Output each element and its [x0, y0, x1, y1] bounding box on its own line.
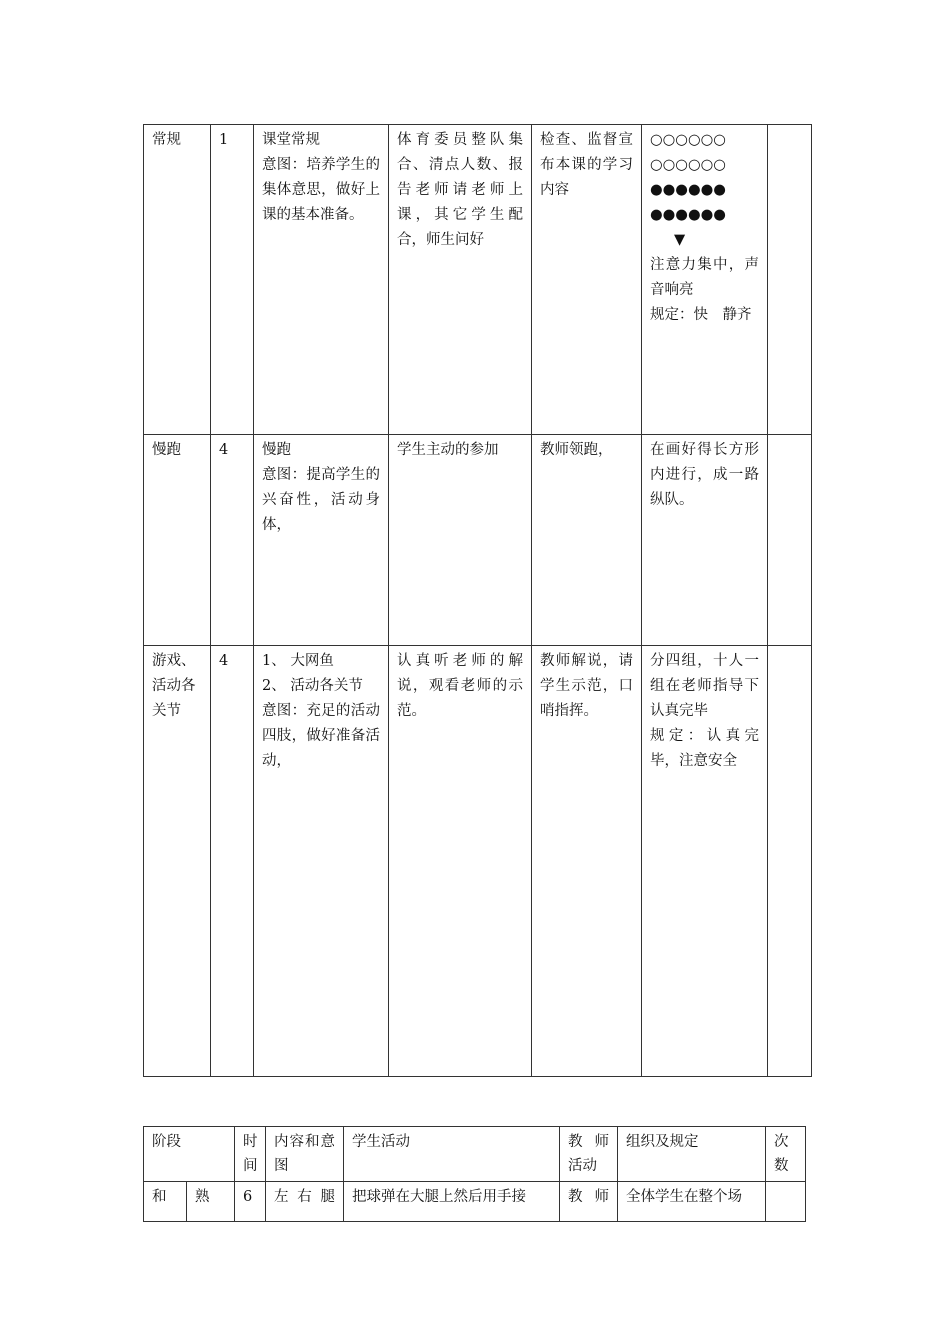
- teacher-activity-cell: 教师领跑，: [532, 435, 642, 646]
- formation-row-students: ●●●●●●: [650, 207, 726, 223]
- header-content: 内容和意图: [266, 1127, 344, 1182]
- content-title: 慢跑: [262, 442, 291, 458]
- stage-cell: 和: [144, 1182, 187, 1222]
- table-row: [144, 435, 812, 646]
- organization-cell: [642, 646, 768, 1077]
- count-cell: [768, 646, 812, 1077]
- formation-row-students: ○○○○○○: [650, 132, 726, 148]
- stage-cell: 常规: [144, 125, 211, 435]
- content-cell: [254, 125, 389, 435]
- organization-cell: 全体学生在整个场: [618, 1182, 766, 1222]
- organization-cell: [642, 125, 768, 435]
- teacher-activity-cell: 教师: [560, 1182, 618, 1222]
- time-cell: 1: [211, 125, 254, 435]
- teacher-position-icon: ▼: [674, 232, 686, 248]
- content-intent: 意图：充足的活动四肢，做好准备活动，: [262, 703, 380, 769]
- time-cell: 4: [211, 435, 254, 646]
- content-item: 2、 活动各关节: [262, 678, 363, 694]
- count-cell: [768, 125, 812, 435]
- count-cell: [768, 435, 812, 646]
- teacher-activity-cell: 教师解说，请学生示范，口哨指挥。: [532, 646, 642, 1077]
- stage-cell: 游戏、活动各关节: [144, 646, 211, 1077]
- organization-cell: 在画好得长方形内进行，成一路纵队。: [642, 435, 768, 646]
- content-cell: 左右腿: [266, 1182, 344, 1222]
- formation-row-students: ○○○○○○: [650, 157, 726, 173]
- header-count: 次数: [766, 1127, 806, 1182]
- content-title: 课堂常规: [262, 132, 320, 148]
- header-stage: 阶段: [144, 1127, 235, 1182]
- table-row: [144, 125, 812, 435]
- student-activity-cell: 学生主动的参加: [389, 435, 532, 646]
- lesson-plan-table-continued: [143, 1126, 806, 1222]
- content-cell: [254, 646, 389, 1077]
- stage-cell: 熟: [187, 1182, 235, 1222]
- organization-note: 分四组，十人一组在老师指导下认真完毕: [650, 653, 759, 719]
- header-student-activity: 学生活动: [344, 1127, 560, 1182]
- content-cell: [254, 435, 389, 646]
- count-cell: [766, 1182, 806, 1222]
- header-time: 时间: [235, 1127, 266, 1182]
- student-activity-cell: 体育委员整队集合、清点人数、报告老师请老师上课，其它学生配合，师生问好: [389, 125, 532, 435]
- formation-row-students: ●●●●●●: [650, 182, 726, 198]
- content-intent: 意图：培养学生的集体意思，做好上课的基本准备。: [262, 157, 380, 223]
- organization-note: 注意力集中，声音响亮: [650, 257, 759, 298]
- time-cell: 6: [235, 1182, 266, 1222]
- content-item: 1、 大网鱼: [262, 653, 334, 669]
- content-intent: 意图：提高学生的兴奋性，活动身体，: [262, 467, 380, 533]
- student-activity-cell: 认真听老师的解说，观看老师的示范。: [389, 646, 532, 1077]
- table-row: [144, 1182, 806, 1222]
- time-cell: 4: [211, 646, 254, 1077]
- organization-rule: 规定：快 静齐: [650, 307, 752, 323]
- header-organization: 组织及规定: [618, 1127, 766, 1182]
- organization-rule: 规定：认真完毕，注意安全: [650, 728, 759, 769]
- teacher-activity-cell: 检查、监督宣布本课的学习内容: [532, 125, 642, 435]
- student-activity-cell: 把球弹在大腿上然后用手接: [344, 1182, 560, 1222]
- table-row: [144, 646, 812, 1077]
- lesson-plan-table: [143, 124, 812, 1077]
- stage-cell: 慢跑: [144, 435, 211, 646]
- table-header-row: [144, 1127, 806, 1182]
- header-teacher-activity: 教师活动: [560, 1127, 618, 1182]
